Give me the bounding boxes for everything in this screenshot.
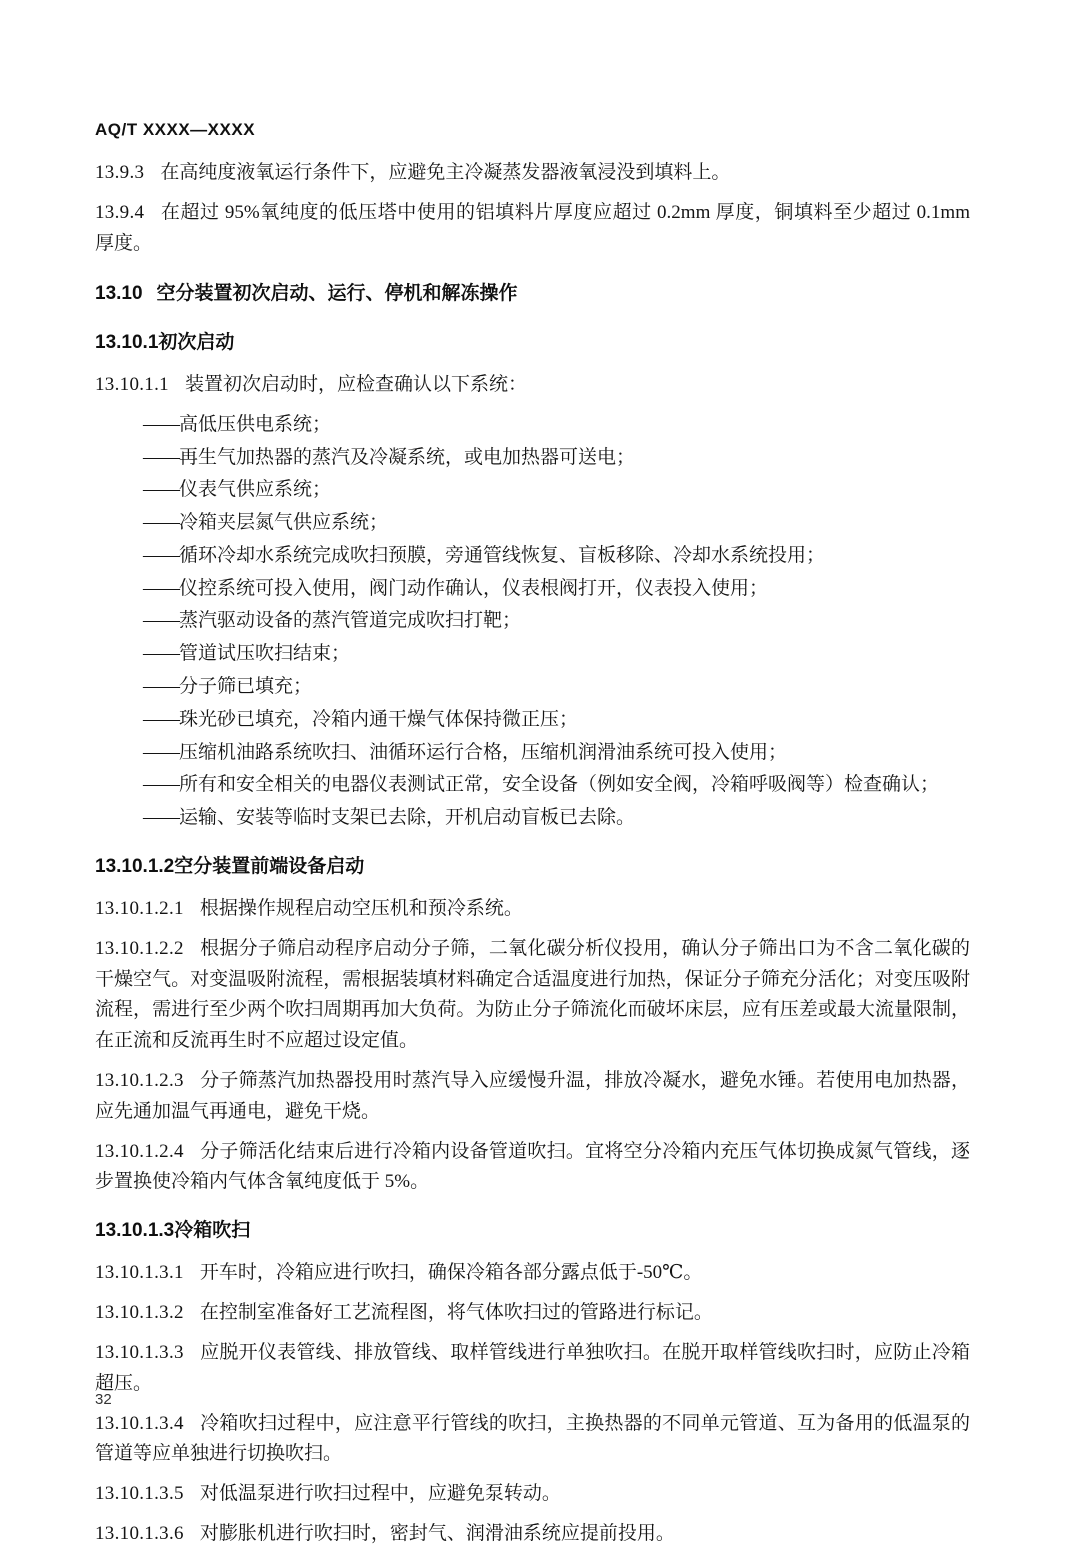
list-item-text: 珠光砂已填充，冷箱内通干燥气体保持微正压； bbox=[179, 708, 579, 730]
list-item-text: 仪表气供应系统； bbox=[179, 479, 332, 501]
dash-marker: —— bbox=[143, 577, 179, 599]
list-item-text: 循环冷却水系统完成吹扫预膜，旁通管线恢复、盲板移除、冷却水系统投用； bbox=[179, 544, 826, 566]
list-item-text: 蒸汽驱动设备的蒸汽管道完成吹扫打靶； bbox=[179, 610, 522, 632]
heading-number: 13.10 bbox=[95, 283, 143, 305]
clause-number: 13.10.1.2.4 bbox=[95, 1140, 184, 1162]
clause-text: 根据操作规程启动空压机和预冷系统。 bbox=[199, 898, 523, 920]
heading-number: 13.10.1 bbox=[95, 331, 159, 353]
heading-text: 初次启动 bbox=[158, 331, 235, 353]
dash-marker: —— bbox=[143, 479, 179, 501]
heading-text: 空分装置前端设备启动 bbox=[174, 855, 365, 877]
heading-number: 13.10.1.3 bbox=[95, 1220, 175, 1242]
section-heading-13-10-1-3 bbox=[95, 1216, 970, 1246]
heading-text: 空分装置初次启动、运行、停机和解冻操作 bbox=[156, 283, 518, 305]
clause-13-10-1-3-2 bbox=[95, 1298, 970, 1329]
list-item-text: 压缩机油路系统吹扫、油循环运行合格，压缩机润滑油系统可投入使用； bbox=[179, 741, 788, 763]
list-item-text: 高低压供电系统； bbox=[179, 413, 332, 435]
list-item bbox=[95, 606, 970, 637]
clause-number: 13.9.4 bbox=[95, 201, 145, 223]
clause-text: 在超过 95%氧纯度的低压塔中使用的铝填料片厚度应超过 0.2mm 厚度，铜填料至少超过 0.1mm 厚度。 bbox=[95, 201, 970, 254]
clause-13-10-1-2-2 bbox=[95, 934, 970, 1057]
clause-13-10-1-2-1 bbox=[95, 894, 970, 925]
clause-text: 开车时，冷箱应进行吹扫，确保冷箱各部分露点低于-50℃。 bbox=[199, 1262, 703, 1284]
clause-number: 13.9.3 bbox=[95, 162, 145, 183]
list-item bbox=[95, 770, 970, 801]
list-item bbox=[95, 443, 970, 474]
dash-marker: —— bbox=[143, 774, 179, 796]
list-item bbox=[95, 475, 970, 506]
clause-13-10-1-3-6 bbox=[95, 1519, 970, 1550]
heading-number: 13.10.1.2 bbox=[95, 855, 175, 877]
page-number: 32 bbox=[95, 1391, 112, 1408]
dash-marker: —— bbox=[143, 544, 179, 566]
list-item-text: 仪控系统可投入使用，阀门动作确认，仪表根阀打开，仪表投入使用； bbox=[179, 577, 769, 599]
clause-13-9-3 bbox=[95, 158, 970, 189]
dash-list bbox=[95, 410, 970, 834]
list-item bbox=[95, 410, 970, 441]
clause-text: 在高纯度液氧运行条件下，应避免主冷凝蒸发器液氧浸没到填料上。 bbox=[160, 162, 731, 183]
clause-text: 冷箱吹扫过程中，应注意平行管线的吹扫，主换热器的不同单元管道、互为备用的低温泵的管道等应单独进行切换吹扫。 bbox=[95, 1412, 970, 1465]
dash-marker: —— bbox=[143, 446, 179, 468]
clause-text: 分子筛活化结束后进行冷箱内设备管道吹扫。宜将空分冷箱内充压气体切换成氮气管线，逐步置换使冷箱内气体含氧纯度低于 5%。 bbox=[95, 1140, 970, 1193]
clause-number: 13.10.1.1 bbox=[95, 374, 169, 396]
clause-13-10-1-3-1 bbox=[95, 1258, 970, 1289]
clause-text: 应脱开仪表管线、排放管线、取样管线进行单独吹扫。在脱开取样管线吹扫时，应防止冷箱超压。 bbox=[95, 1342, 970, 1394]
clause-13-9-4 bbox=[95, 198, 970, 260]
clause-text: 分子筛蒸汽加热器投用时蒸汽导入应缓慢升温，排放冷凝水，避免水锤。若使用电加热器，应先通加温气再通电，避免干烧。 bbox=[95, 1070, 970, 1122]
list-item bbox=[95, 738, 970, 769]
dash-marker: —— bbox=[143, 512, 179, 534]
clause-number: 13.10.1.3.3 bbox=[95, 1342, 184, 1363]
list-item-text: 管道试压吹扫结束； bbox=[179, 643, 351, 665]
running-head: AQ/T XXXX—XXXX bbox=[95, 120, 256, 139]
list-item-text: 分子筛已填充； bbox=[179, 675, 313, 697]
clause-number: 13.10.1.2.1 bbox=[95, 898, 184, 920]
section-heading-13-10 bbox=[95, 279, 970, 309]
clause-number: 13.10.1.3.5 bbox=[95, 1483, 184, 1505]
dash-marker: —— bbox=[143, 610, 179, 632]
list-item bbox=[95, 639, 970, 670]
clause-13-10-1-3-3 bbox=[95, 1338, 970, 1400]
clause-number: 13.10.1.3.1 bbox=[95, 1262, 184, 1284]
clause-number: 13.10.1.2.3 bbox=[95, 1070, 184, 1092]
dash-marker: —— bbox=[143, 741, 179, 763]
dash-marker: —— bbox=[143, 413, 179, 435]
clause-text: 根据分子筛启动程序启动分子筛，二氧化碳分析仪投用，确认分子筛出口为不含二氧化碳的干燥空气。对变温吸附流程，需根据装填材料确定合适温度进行加热，保证分子筛充分活化；对变压吸附流程，需进行至少两个吹扫周期再加大负荷。为防止分子筛流化而破坏床层，应有压差或最大流量限制，在正流和反流再生时不应超过设定值。 bbox=[95, 937, 970, 1052]
list-item-text: 冷箱夹层氮气供应系统； bbox=[179, 512, 389, 534]
list-item-text: 再生气加热器的蒸汽及冷凝系统，或电加热器可送电； bbox=[179, 446, 636, 468]
list-item-text: 运输、安装等临时支架已去除，开机启动盲板已去除。 bbox=[179, 807, 636, 829]
heading-text: 冷箱吹扫 bbox=[174, 1220, 251, 1242]
list-item bbox=[95, 803, 970, 834]
list-item bbox=[95, 574, 970, 605]
list-item bbox=[95, 541, 970, 572]
clause-13-10-1-2-3 bbox=[95, 1066, 970, 1128]
list-item bbox=[95, 672, 970, 703]
clause-text: 对低温泵进行吹扫过程中，应避免泵转动。 bbox=[199, 1483, 561, 1505]
clause-text: 对膨胀机进行吹扫时，密封气、润滑油系统应提前投用。 bbox=[199, 1522, 675, 1544]
clause-13-10-1-1 bbox=[95, 370, 970, 401]
dash-marker: —— bbox=[143, 708, 179, 730]
clause-13-10-1-3-4 bbox=[95, 1409, 970, 1471]
list-item bbox=[95, 705, 970, 736]
section-heading-13-10-1-2 bbox=[95, 852, 970, 882]
clause-text: 在控制室准备好工艺流程图，将气体吹扫过的管路进行标记。 bbox=[199, 1302, 713, 1324]
dash-marker: —— bbox=[143, 643, 179, 665]
clause-number: 13.10.1.3.6 bbox=[95, 1522, 184, 1544]
clause-number: 13.10.1.3.2 bbox=[95, 1302, 184, 1324]
list-item-text: 所有和安全相关的电器仪表测试正常，安全设备（例如安全阀，冷箱呼吸阀等）检查确认； bbox=[179, 774, 940, 796]
clause-text: 装置初次启动时，应检查确认以下系统： bbox=[184, 374, 527, 396]
list-item bbox=[95, 508, 970, 539]
clause-13-10-1-2-4 bbox=[95, 1137, 970, 1199]
clause-number: 13.10.1.3.4 bbox=[95, 1412, 184, 1434]
clause-number: 13.10.1.2.2 bbox=[95, 937, 184, 959]
dash-marker: —— bbox=[143, 675, 179, 697]
clause-13-10-1-3-5 bbox=[95, 1479, 970, 1510]
dash-marker: —— bbox=[143, 807, 179, 829]
section-heading-13-10-1 bbox=[95, 328, 970, 358]
